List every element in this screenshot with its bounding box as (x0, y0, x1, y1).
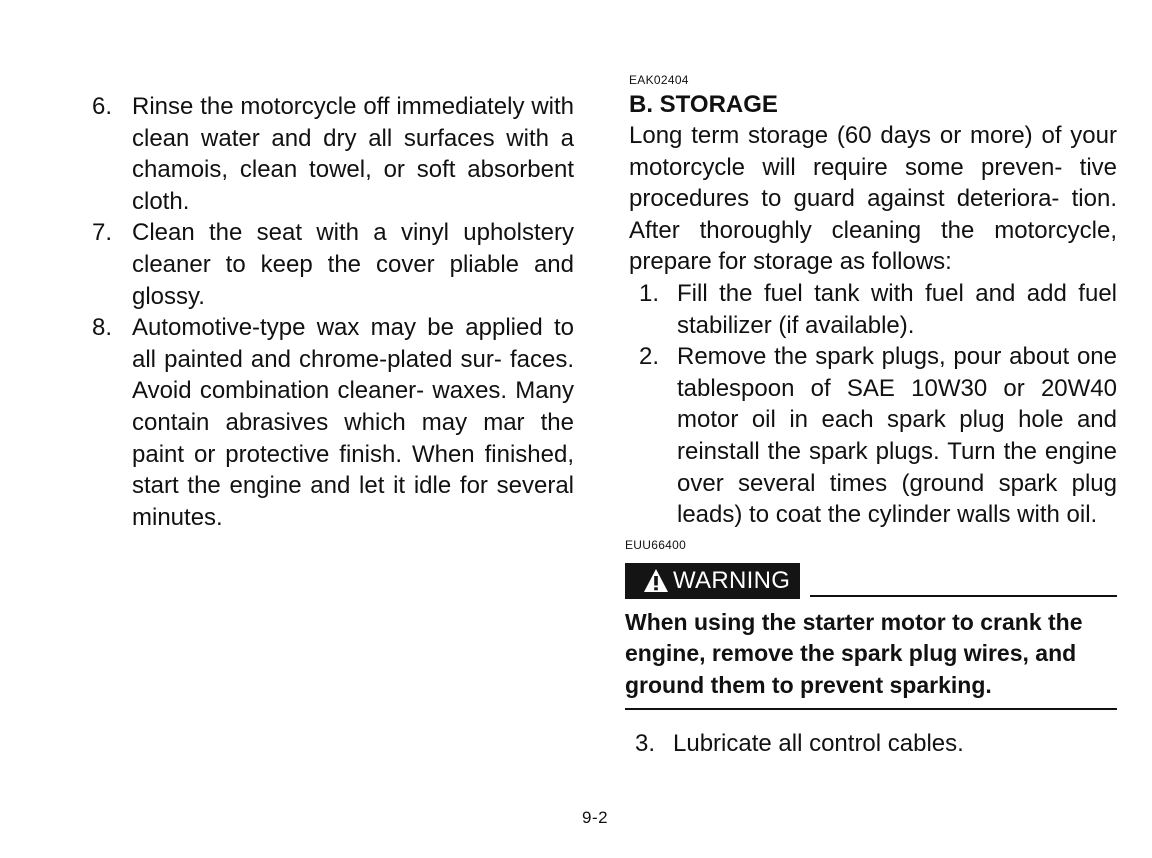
list-item (639, 278, 1117, 341)
left-column (92, 91, 574, 533)
warning-code: EUU66400 (625, 537, 687, 552)
storage-steps (639, 278, 1117, 531)
warning-triangle-icon (643, 568, 669, 594)
item-number: 8. (92, 314, 113, 342)
list-item (92, 312, 574, 533)
item-text: Automotive-type wax may be applied to all painted and chrome-plated sur- faces. Avoid combination cleaner- waxes. Many contain abrasives which may mar the paint or protective finish. When finished, start the engine and let it idle for several minutes. (132, 314, 574, 531)
item-text: Clean the seat with a vinyl upholstery cleaner to keep the cover pliable and glossy. (132, 219, 574, 310)
item-text: Remove the spark plugs, pour about one tablespoon of SAE 10W30 or 20W40 motor oil in each spark plug hole and reinstall the spark plugs. Turn the engine over several times (ground spark plug leads) to coat the cylinder walls with oil. (677, 343, 1117, 529)
storage-intro: Long term storage (60 days or more) of your motorcycle will require some preven- tive procedures to guard against deteriora- tion. After thoroughly cleaning the motorcycle, prepare for storage as follows: (629, 122, 1117, 276)
warning-badge (625, 563, 800, 599)
item-text: Rinse the motorcycle off immediately with clean water and dry all surfaces with a chamois, clean towel, or soft absorbent cloth. (132, 93, 574, 215)
item-number: 6. (92, 93, 113, 120)
section-code: EAK02404 (629, 73, 689, 87)
right-column (625, 72, 1117, 759)
item-text: Fill the fuel tank with fuel and add fuel stabilizer (if available). (677, 279, 1117, 339)
warning-text: When using the starter motor to crank the engine, remove the spark plug wires, and ground them to prevent sparking. (625, 599, 1117, 710)
item-number: 2. (639, 343, 660, 371)
warning-rule (810, 595, 1117, 597)
item-number: 3. (635, 729, 656, 757)
list-item (92, 217, 574, 312)
item-number: 7. (92, 219, 113, 247)
item-number: 1. (639, 279, 660, 307)
list-item (635, 728, 1117, 760)
list-item (639, 341, 1117, 531)
page-number: 9-2 (582, 808, 609, 827)
item-text: Lubricate all control cables. (673, 729, 964, 757)
warning-header (625, 563, 1117, 599)
section-heading: B. STORAGE (629, 91, 778, 118)
list-item (92, 91, 574, 217)
warning-label: WARNING (673, 566, 791, 594)
